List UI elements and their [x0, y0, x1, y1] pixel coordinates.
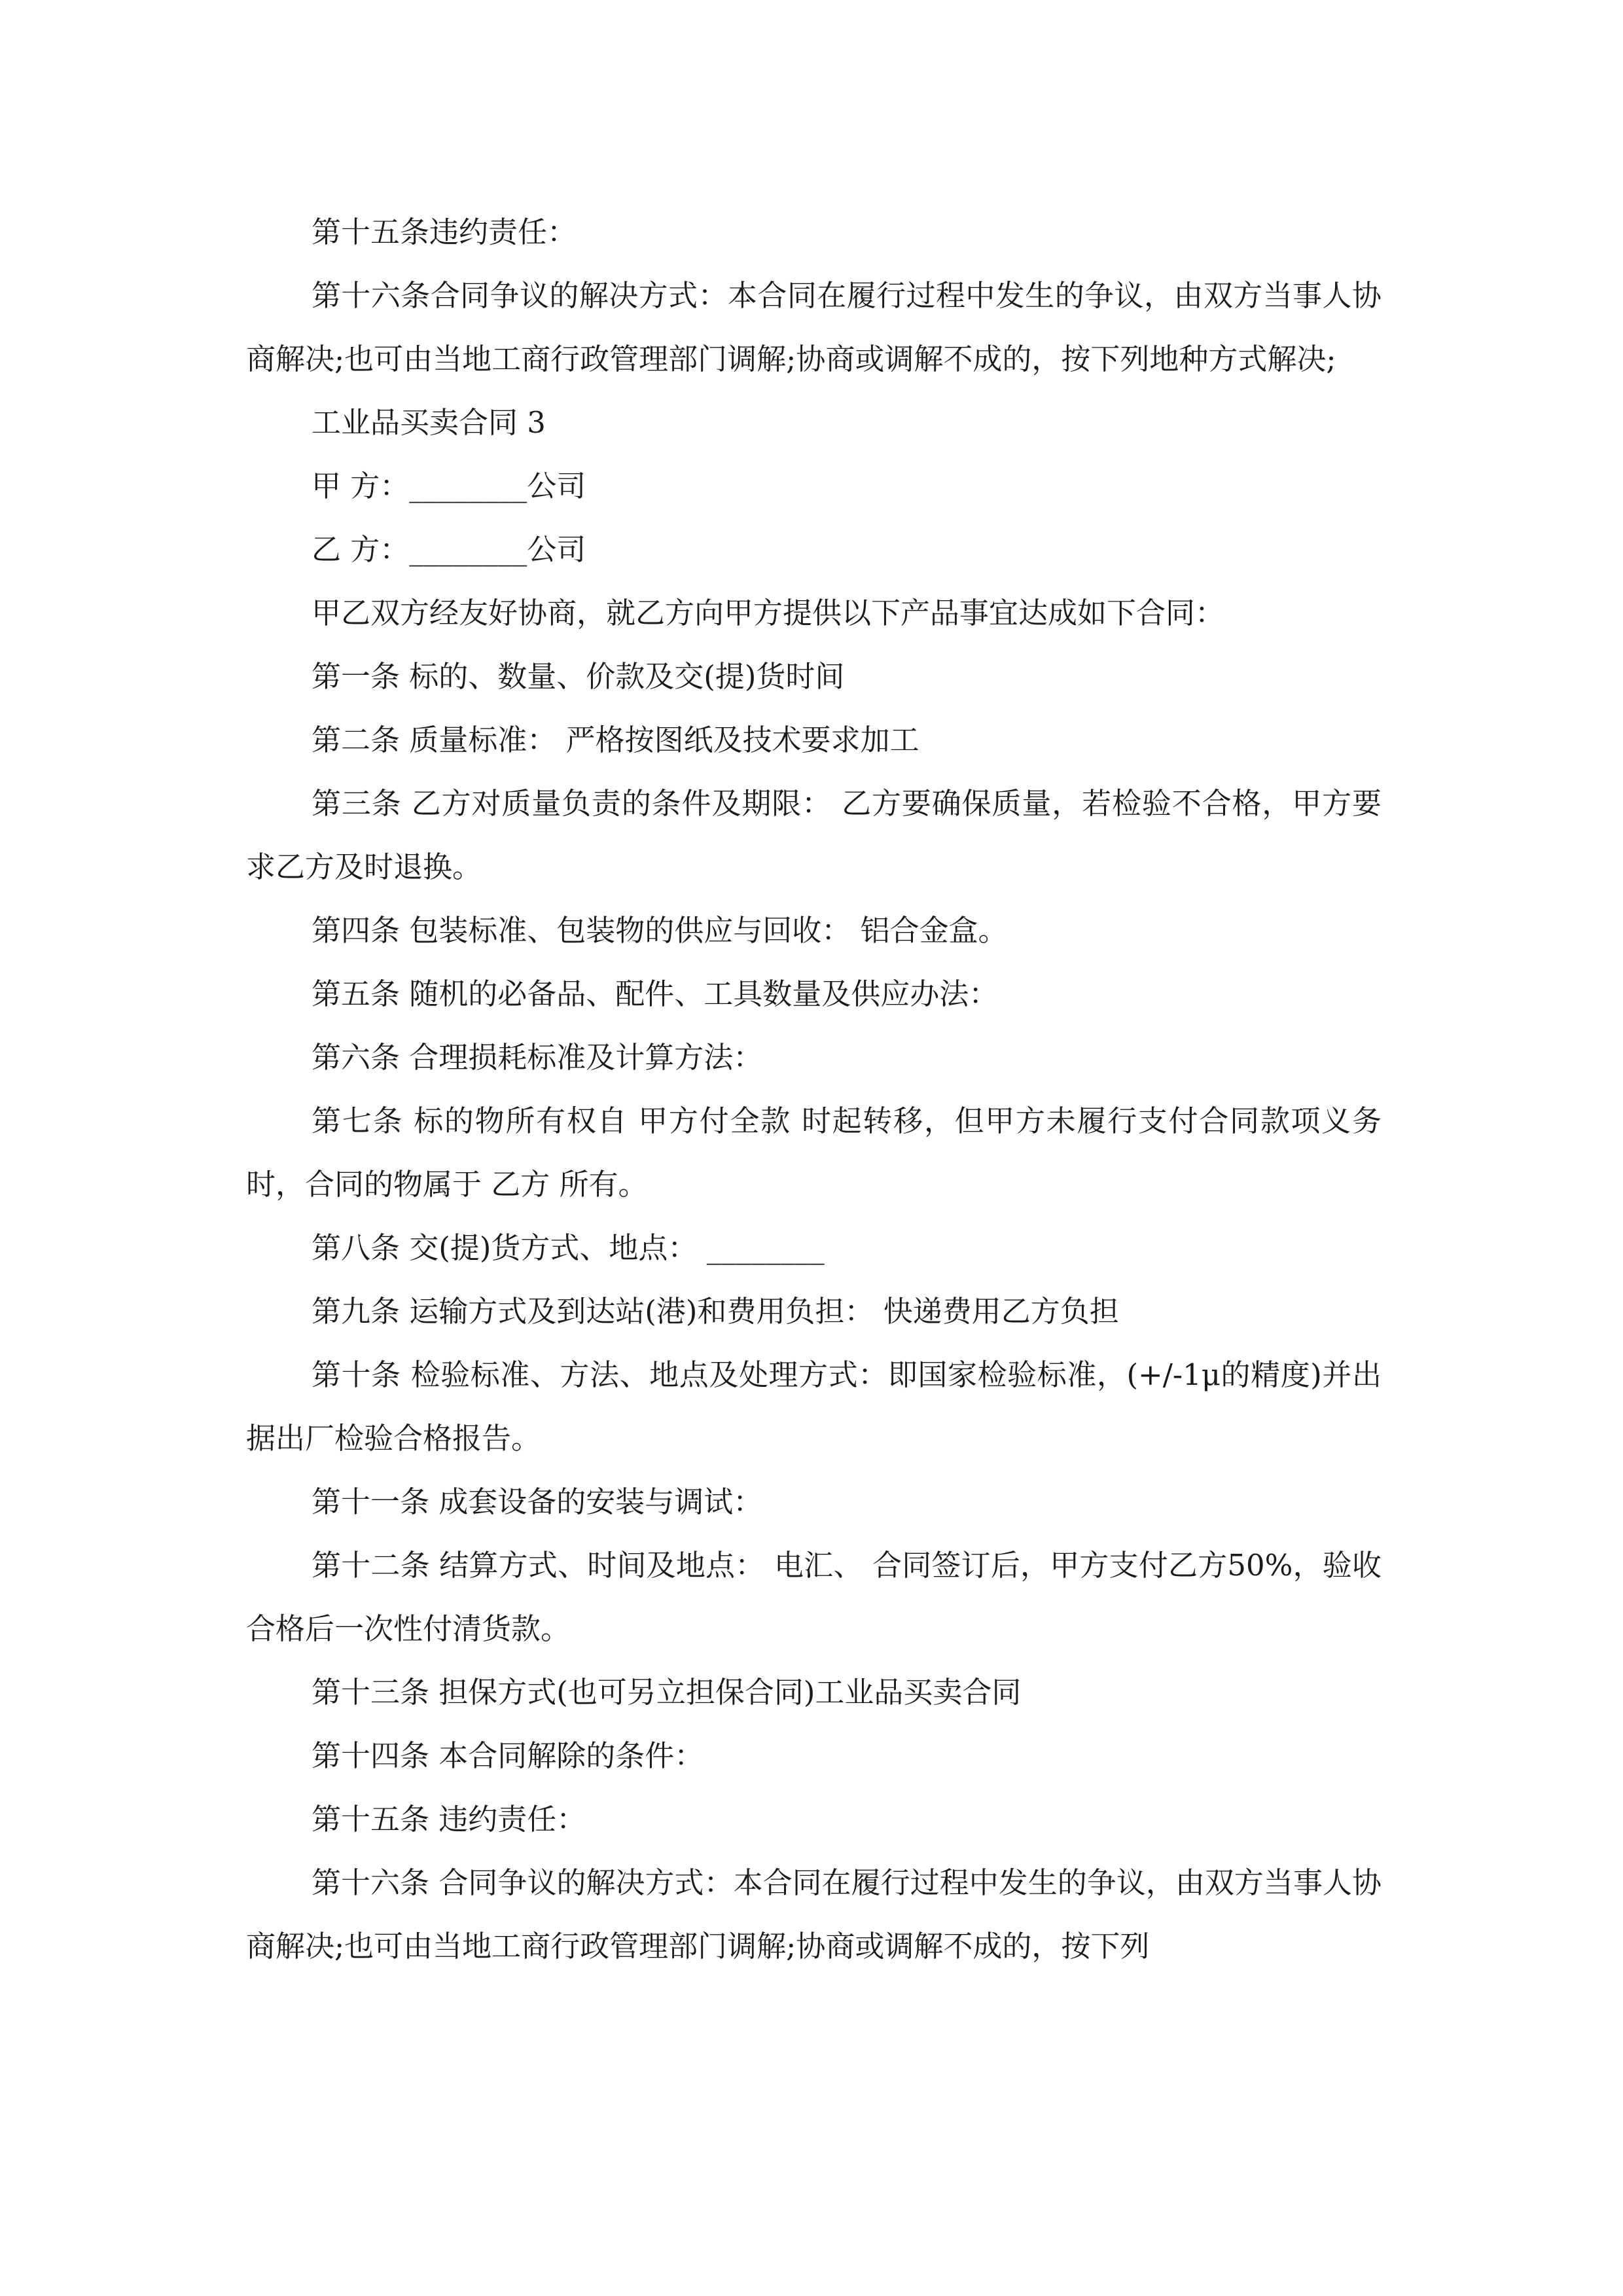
paragraph-clause-15-heading: 第十五条违约责任：	[312, 215, 577, 249]
paragraph-clause-9: 第九条 运输方式及到达站(港)和费用负担： 快递费用乙方负担	[312, 1294, 1119, 1329]
paragraph-party-b: 乙 方：________公司	[312, 532, 586, 567]
document-body	[246, 200, 1382, 1978]
paragraph-contract-title: 工业品买卖合同 3	[312, 405, 546, 440]
paragraph-clause-5: 第五条 随机的必备品、配件、工具数量及供应办法：	[312, 977, 999, 1011]
paragraph-clause-12: 第十二条 结算方式、时间及地点： 电汇、 合同签订后，甲方支付乙方50%，验收合格后一次性付清货款。	[246, 1548, 1382, 1646]
paragraph-clause-4: 第四条 包装标准、包装物的供应与回收： 铝合金盒。	[312, 913, 1008, 948]
paragraph-clause-15: 第十五条 违约责任：	[312, 1802, 586, 1837]
paragraph-clause-6: 第六条 合理损耗标准及计算方法：	[312, 1040, 763, 1075]
paragraph-clause-10: 第十条 检验标准、方法、地点及处理方式：即国家检验标准，(+/-1μ的精度)并出据出厂检验合格报告。	[246, 1357, 1382, 1456]
paragraph-clause-8: 第八条 交(提)货方式、地点： ________	[312, 1230, 825, 1265]
paragraph-clause-7: 第七条 标的物所有权自 甲方付全款 时起转移，但甲方未履行支付合同款项义务时，合同的物属于 乙方 所有。	[246, 1103, 1382, 1202]
paragraph-clause-3: 第三条 乙方对质量负责的条件及期限： 乙方要确保质量，若检验不合格，甲方要求乙方及时退换。	[246, 786, 1382, 884]
paragraph-clause-13: 第十三条 担保方式(也可另立担保合同)工业品买卖合同	[312, 1675, 1022, 1710]
paragraph-preamble: 甲乙双方经友好协商，就乙方向甲方提供以下产品事宜达成如下合同：	[312, 596, 1225, 630]
paragraph-clause-11: 第十一条 成套设备的安装与调试：	[312, 1484, 763, 1519]
paragraph-clause-14: 第十四条 本合同解除的条件：	[312, 1738, 704, 1773]
paragraph-clause-2: 第二条 质量标准： 严格按图纸及技术要求加工	[312, 723, 919, 757]
paragraph-party-a: 甲 方：________公司	[312, 469, 586, 503]
paragraph-clause-1: 第一条 标的、数量、价款及交(提)货时间	[312, 659, 845, 694]
paragraph-clause-16-dispute: 第十六条合同争议的解决方式：本合同在履行过程中发生的争议，由双方当事人协商解决;也可由当地工商行政管理部门调解;协商或调解不成的，按下列地种方式解决;	[246, 278, 1382, 376]
paragraph-clause-16: 第十六条 合同争议的解决方式：本合同在履行过程中发生的争议，由双方当事人协商解决;也可由当地工商行政管理部门调解;协商或调解不成的，按下列	[246, 1865, 1382, 1964]
